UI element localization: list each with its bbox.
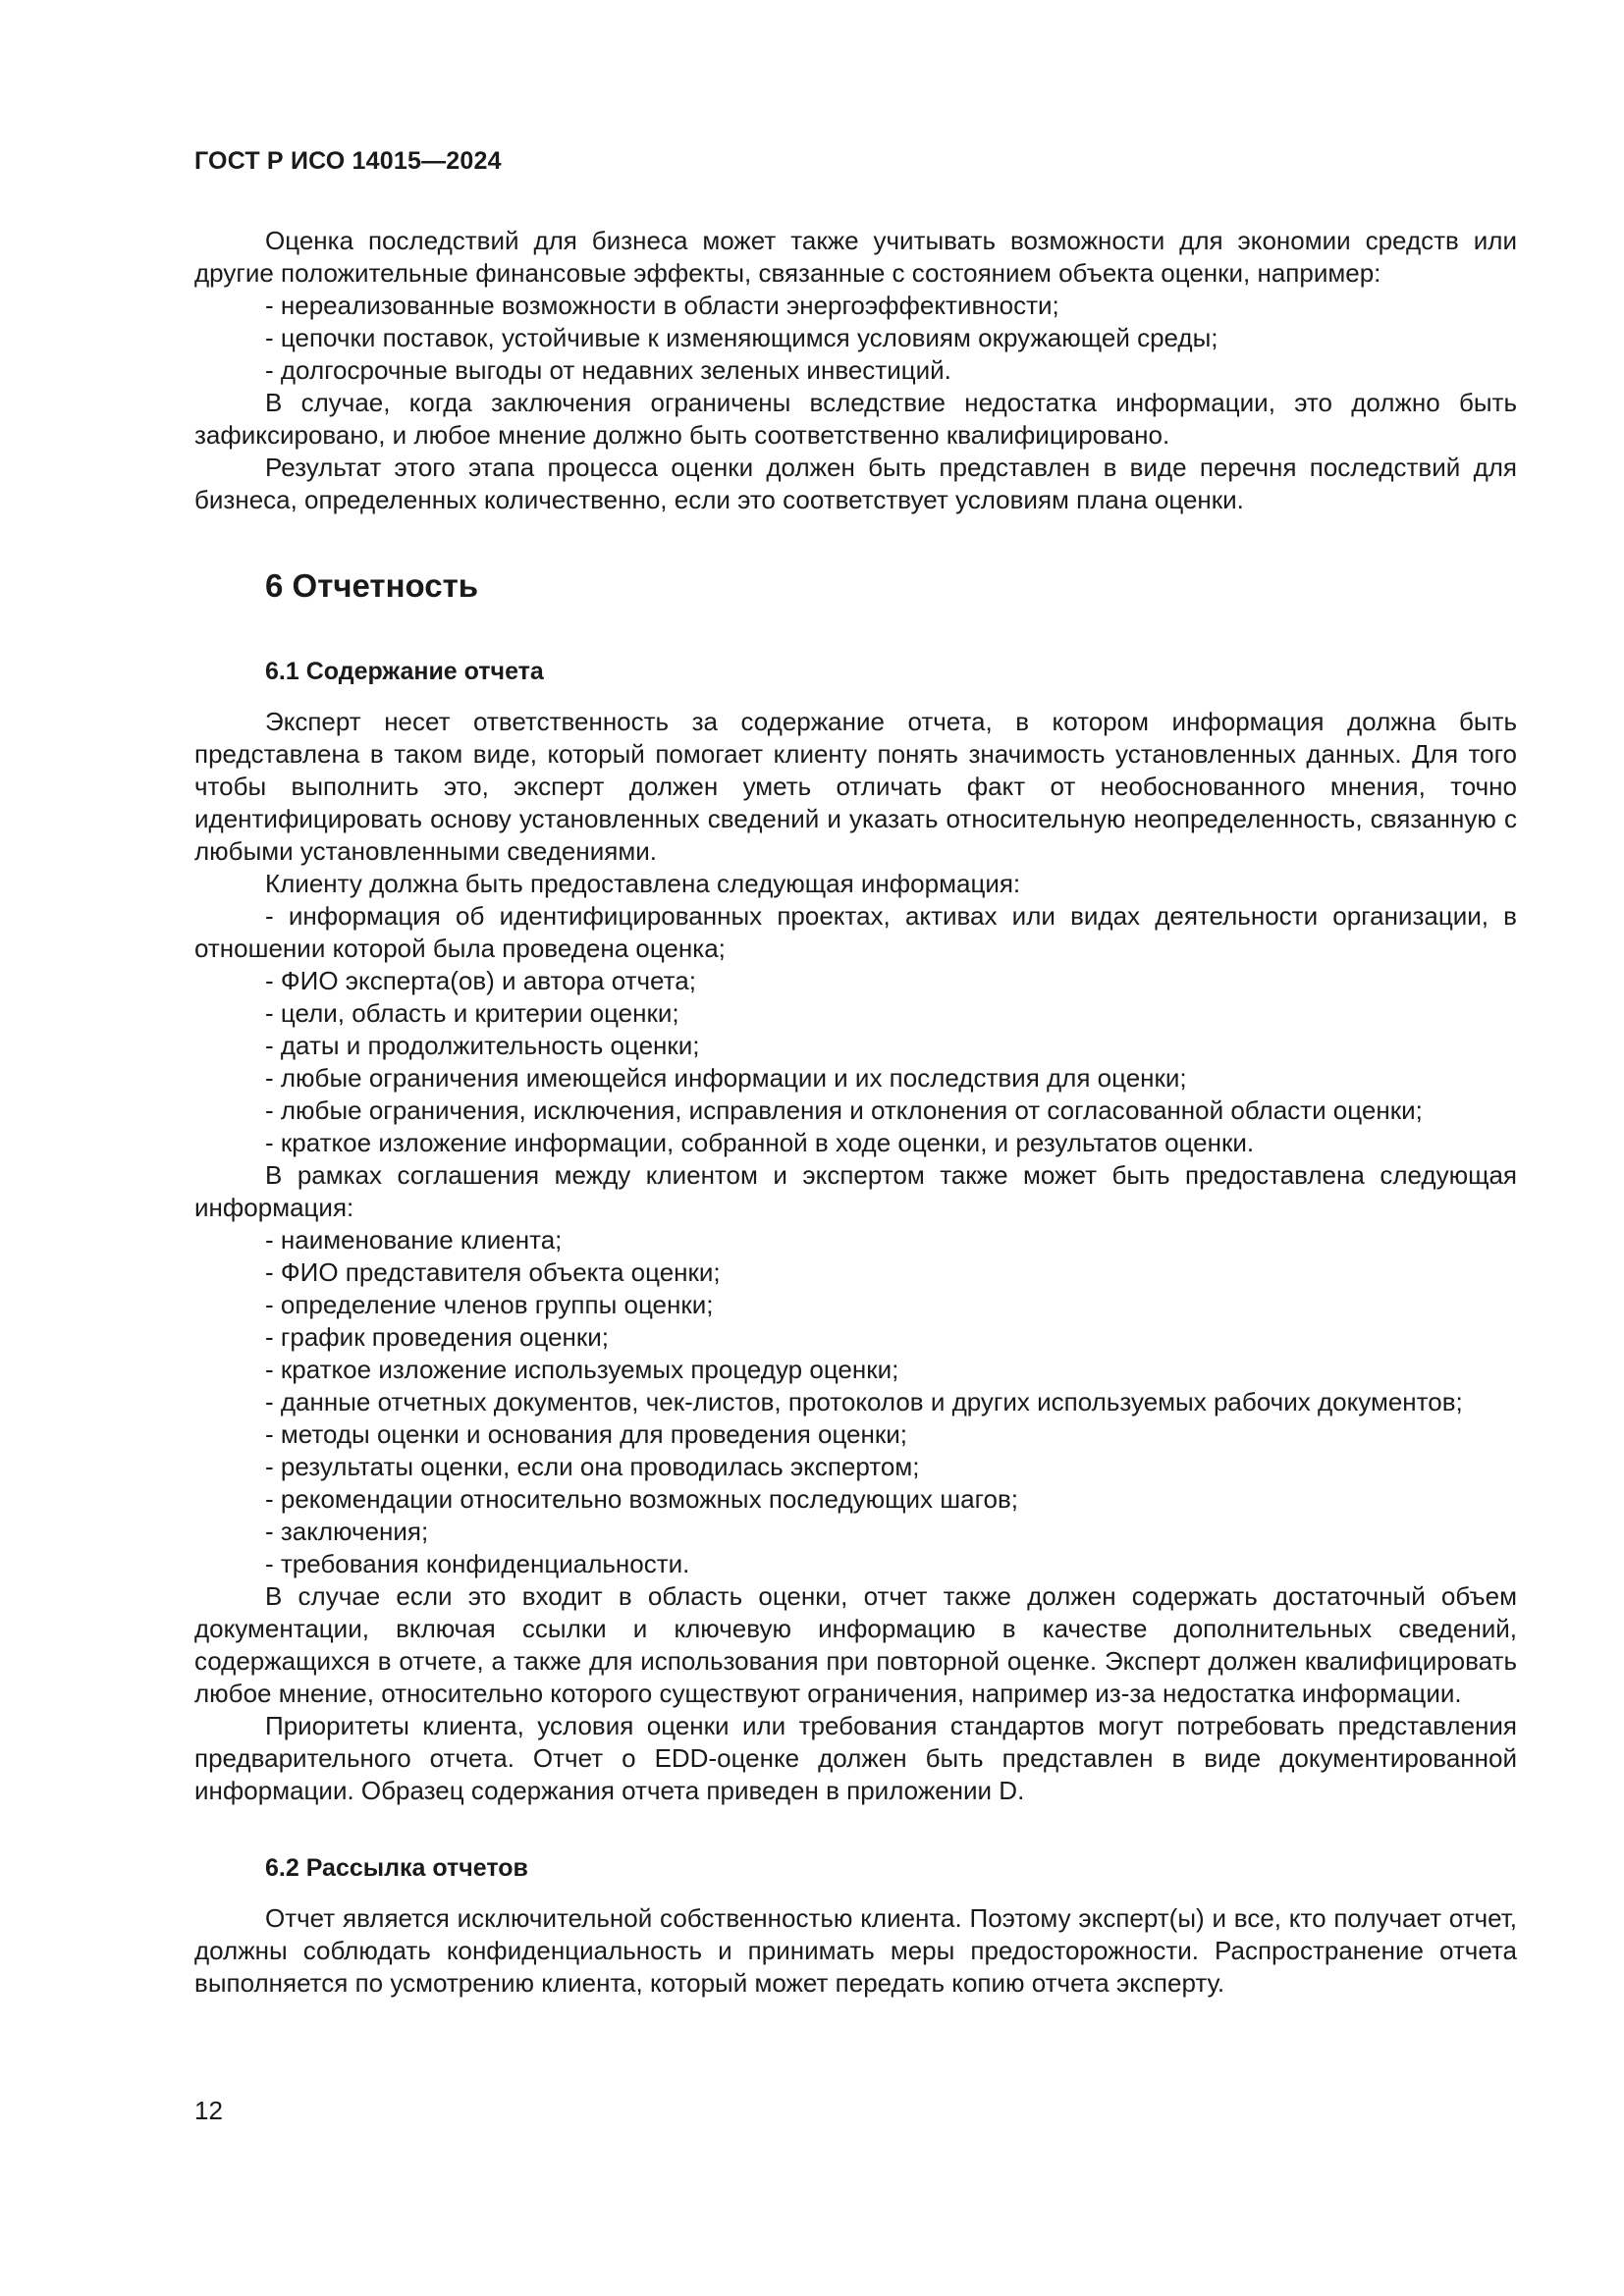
paragraph: В рамках соглашения между клиентом и экспертом также может быть предоставлена следующая информация: [194,1160,1517,1222]
list-item: - результаты оценки, если она проводилась экспертом; [265,1452,920,1481]
list-item: - определение членов группы оценки; [265,1290,714,1319]
list-item: - рекомендации относительно возможных последующих шагов; [265,1484,1018,1514]
subsection-heading: 6.2 Рассылка отчетов [265,1854,528,1882]
paragraph: Отчет является исключительной собственностью клиента. Поэтому эксперт(ы) и все, кто получает отчет, должны соблюдать конфиденциальность и принимать меры предосторожности. Распространение отчета выполняется по усмотрению клиента, который может передать копию отчета эксперту. [194,1903,1517,1998]
list-item: - краткое изложение используемых процедур оценки; [265,1355,899,1384]
list-item: - наименование клиента; [265,1225,563,1255]
paragraph: Эксперт несет ответственность за содержание отчета, в котором информация должна быть представлена в таком виде, который помогает клиенту понять значимость установленных данных. Для того чтобы выполнить это, эксперт должен уметь отличать факт от необоснованного мнения, точно идентифицировать основу установленных сведений и указать относительную неопределенность, связанную с любыми установленными сведениями. [194,707,1517,866]
list-item: - данные отчетных документов, чек-листов, протоколов и других используемых рабочих документов; [265,1387,1463,1416]
list-item: - требования конфиденциальности. [265,1549,690,1578]
page-number: 12 [194,2096,223,2125]
list-item: - нереализованные возможности в области энергоэффективности; [265,291,1059,320]
list-item: - методы оценки и основания для проведения оценки; [265,1419,907,1449]
list-item: - график проведения оценки; [265,1322,610,1352]
list-item: - цепочки поставок, устойчивые к изменяющимся условиям окружающей среды; [265,323,1218,352]
paragraph: Оценка последствий для бизнеса может также учитывать возможности для экономии средств или другие положительные финансовые эффекты, связанные с состоянием объекта оценки, например: [194,226,1517,288]
paragraph: Приоритеты клиента, условия оценки или требования стандартов могут потребовать представления предварительного отчета. Отчет о EDD-оценке должен быть представлен в виде документированной информации. Образец содержания отчета приведен в приложении D. [194,1711,1517,1805]
list-item: - ФИО представителя объекта оценки; [265,1257,721,1287]
section-heading: 6 Отчетность [265,567,479,604]
document-header: ГОСТ Р ИСО 14015—2024 [194,147,502,175]
list-item: - краткое изложение информации, собранной в ходе оценки, и результатов оценки. [265,1128,1255,1157]
list-item: - долгосрочные выгоды от недавних зеленых инвестиций. [265,355,951,385]
list-item: - любые ограничения имеющейся информации и их последствия для оценки; [265,1063,1187,1093]
paragraph: В случае, когда заключения ограничены вследствие недостатка информации, это должно быть зафиксировано, и любое мнение должно быть соответственно квалифицировано. [194,388,1517,450]
paragraph: Результат этого этапа процесса оценки должен быть представлен в виде перечня последствий для бизнеса, определенных количественно, если это соответствует условиям плана оценки. [194,453,1517,514]
list-item: - ФИО эксперта(ов) и автора отчета; [265,966,696,995]
subsection-heading: 6.1 Содержание отчета [265,658,544,685]
paragraph: В случае если это входит в область оценки, отчет также должен содержать достаточный объем документации, включая ссылки и ключевую информацию в качестве дополнительных сведений, содержащихся в отчете, а также для использования при повторной оценке. Эксперт должен квалифицировать любое мнение, относительно которого существуют ограничения, например из-за недостатка информации. [194,1581,1517,1708]
list-item: - любые ограничения, исключения, исправления и отклонения от согласованной области оценки; [265,1095,1423,1125]
list-item: - информация об идентифицированных проектах, активах или видах деятельности организации, в отношении которой была проведена оценка; [194,901,1517,963]
paragraph: Клиенту должна быть предоставлена следующая информация: [265,869,1021,898]
page-body [194,225,1517,2000]
list-item: - цели, область и критерии оценки; [265,998,679,1028]
list-item: - даты и продолжительность оценки; [265,1031,700,1060]
list-item: - заключения; [265,1517,429,1546]
